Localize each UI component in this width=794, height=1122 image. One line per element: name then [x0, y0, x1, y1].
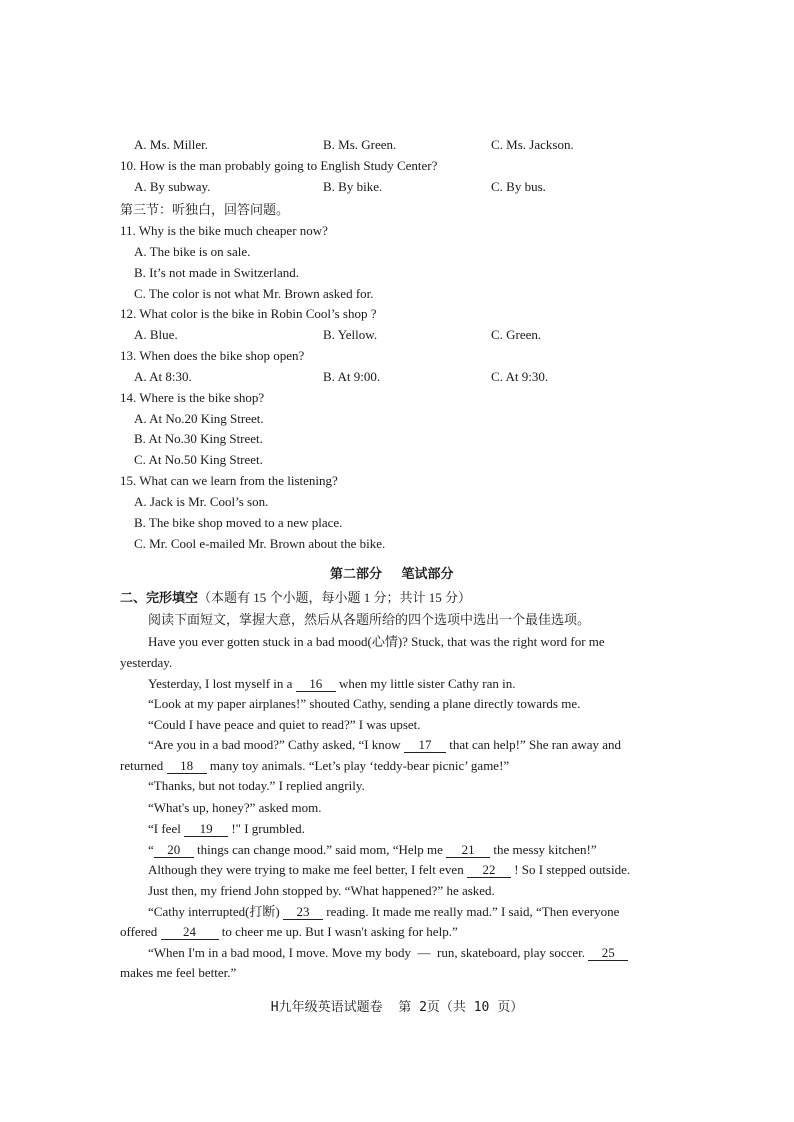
passage-line [148, 737, 621, 753]
passage-line [148, 862, 630, 878]
passage-line: “What's up, honey?” asked mom. [148, 800, 322, 815]
passage-text: “ [148, 842, 154, 857]
passage-line: yesterday. [120, 655, 173, 670]
passage-text: ! So I stepped outside. [510, 862, 631, 877]
passage-line: Have you ever gotten stuck in a bad mood(心情)? Stuck, that was the right word for me [148, 634, 605, 649]
q14-question: 14. Where is the bike shop? [120, 390, 265, 405]
q15-question: 15. What can we learn from the listening? [120, 473, 338, 488]
blank-16[interactable]: 16 [296, 677, 336, 692]
q12-option-a: A. Blue. [134, 327, 178, 342]
q10-option-a: A. By subway. [134, 179, 211, 194]
passage-text: the messy kitchen!” [490, 842, 597, 857]
passage-line [148, 821, 305, 837]
q9-option-b: B. Ms. Green. [323, 137, 397, 152]
passage-text: “Cathy interrupted(打断) [148, 904, 284, 919]
passage-line [120, 758, 509, 774]
blank-23[interactable]: 23 [283, 905, 323, 920]
q9-option-c: C. Ms. Jackson. [491, 137, 574, 152]
blank-18[interactable]: 18 [167, 759, 207, 774]
q12-question: 12. What color is the bike in Robin Cool’s shop ? [120, 306, 377, 321]
q14-option-a: A. At No.20 King Street. [134, 411, 264, 426]
q11-question: 11. Why is the bike much cheaper now? [120, 223, 328, 238]
q13-option-b: B. At 9:00. [323, 369, 381, 384]
passage-text: to cheer me up. But I wasn't asking for help.” [218, 924, 458, 939]
q13-question: 13. When does the bike shop open? [120, 348, 305, 363]
passage-line [148, 676, 516, 692]
cloze-header [120, 590, 471, 606]
q15-option-b: B. The bike shop moved to a new place. [134, 515, 343, 530]
passage-text: returned [120, 758, 167, 773]
passage-text: many toy animals. “Let’s play ‘teddy-bear picnic’ game!” [206, 758, 510, 773]
q10-question: 10. How is the man probably going to English Study Center? [120, 158, 438, 173]
q12-option-c: C. Green. [491, 327, 542, 342]
cloze-title: 二、完形填空 [120, 590, 199, 605]
passage-line [148, 945, 628, 961]
cloze-instruction: 阅读下面短文，掌握大意，然后从各题所给的四个选项中选出一个最佳选项。 [148, 612, 591, 627]
cloze-note: （本题有 15 个小题，每小题 1 分；共计 15 分） [198, 590, 472, 605]
passage-text: reading. It made me really mad.” I said, “Then everyone [323, 904, 620, 919]
passage-text: “When I'm in a bad mood, I move. Move my body — run, skateboard, play soccer. [148, 945, 589, 960]
blank-25[interactable]: 25 [588, 946, 628, 961]
q10-option-b: B. By bike. [323, 179, 383, 194]
page-footer: H九年级英语试题卷 第 2页（共 10 页） [270, 1000, 524, 1015]
q14-option-c: C. At No.50 King Street. [134, 452, 263, 467]
q11-option-a: A. The bike is on sale. [134, 244, 251, 259]
q11-option-c: C. The color is not what Mr. Brown asked for. [134, 286, 374, 301]
blank-17[interactable]: 17 [404, 738, 446, 753]
passage-text: “I feel [148, 821, 185, 836]
blank-20[interactable]: 20 [154, 843, 194, 858]
q9-option-a: A. Ms. Miller. [134, 137, 209, 152]
blank-21[interactable]: 21 [446, 843, 490, 858]
passage-text: “Are you in a bad mood?” Cathy asked, “I know [148, 737, 404, 752]
q13-option-c: C. At 9:30. [491, 369, 549, 384]
blank-24[interactable]: 24 [161, 925, 219, 940]
passage-line: “Thanks, but not today.” I replied angrily. [148, 778, 365, 793]
passage-text: Although they were trying to make me feel better, I felt even [148, 862, 467, 877]
passage-text: !" I grumbled. [228, 821, 305, 836]
passage-text: that can help!” She ran away and [445, 737, 622, 752]
passage-line: “Could I have peace and quiet to read?” I was upset. [148, 717, 421, 732]
passage-line [148, 904, 619, 920]
blank-22[interactable]: 22 [467, 863, 511, 878]
blank-19[interactable]: 19 [184, 822, 228, 837]
q11-option-b: B. It’s not made in Switzerland. [134, 265, 300, 280]
passage-line [120, 924, 458, 940]
q14-option-b: B. At No.30 King Street. [134, 431, 263, 446]
passage-text: offered [120, 924, 161, 939]
q13-option-a: A. At 8:30. [134, 369, 192, 384]
passage-text: things can change mood.” said mom, “Help me [193, 842, 447, 857]
passage-line [148, 842, 597, 858]
passage-line: “Look at my paper airplanes!” shouted Cathy, sending a plane directly towards me. [148, 696, 581, 711]
q15-option-a: A. Jack is Mr. Cool’s son. [134, 494, 269, 509]
q10-option-c: C. By bus. [491, 179, 546, 194]
part2-heading: 第二部分 笔试部分 [330, 566, 454, 581]
q12-option-b: B. Yellow. [323, 327, 378, 342]
passage-line: makes me feel better.” [120, 965, 237, 980]
passage-line: Just then, my friend John stopped by. “What happened?” he asked. [148, 883, 495, 898]
passage-text: when my little sister Cathy ran in. [335, 676, 516, 691]
passage-text: Yesterday, I lost myself in a [148, 676, 296, 691]
q15-option-c: C. Mr. Cool e-mailed Mr. Brown about the bike. [134, 536, 386, 551]
section3-title: 第三节：听独白，回答问题。 [120, 202, 290, 217]
